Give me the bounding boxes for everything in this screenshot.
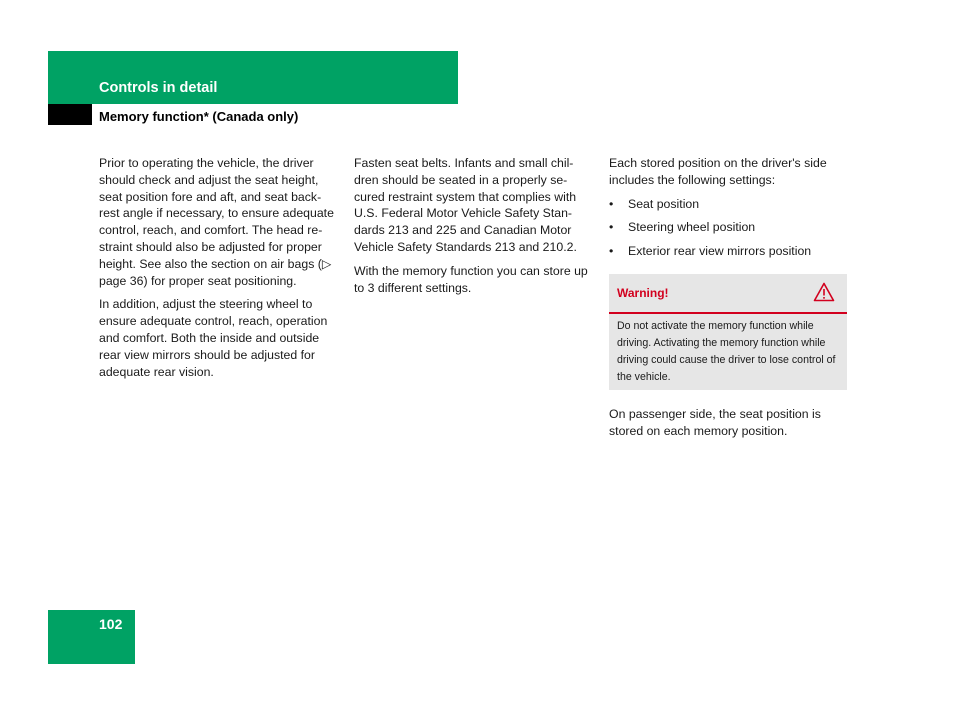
warning-text: Do not activate the memory function while driving. Activating the memory function while driving could cause the driver to lose control of the vehicle. (617, 320, 836, 383)
list-item (609, 196, 847, 213)
warning-box (609, 274, 847, 390)
paragraph: With the memory function you can store up to 3 different settings. (354, 263, 588, 295)
list-item (609, 243, 847, 260)
paragraph: Prior to operating the vehicle, the driver should check and adjust the seat height, seat position fore and aft, and seat back-rest angle if necessary, to ensure adequate control, reach, and comfort. The head re-straint should also be adjusted for proper height. See also the section on air bags (▷ page 36) for proper seat positioning. (99, 156, 334, 288)
paragraph: On passenger side, the seat position is stored on each memory position. (609, 407, 821, 438)
section-marker (48, 104, 92, 125)
column-3 (609, 155, 847, 267)
paragraph: Fasten seat belts. Infants and small chil-dren should be seated in a properly se-cured restraint system that complies with U.S. Federal Motor Vehicle Safety Stan-dards 213 and 225 and Canadian Motor Vehicle Safety Standards 213 and 210.2. (354, 156, 577, 254)
paragraph: Each stored position on the driver's side includes the following settings: (609, 156, 827, 187)
list-item-label: Exterior rear view mirrors position (628, 244, 812, 259)
header-band (48, 51, 458, 104)
warning-triangle-icon (813, 282, 835, 302)
bullet: • (609, 244, 614, 259)
bullet: • (609, 220, 614, 235)
bullet: • (609, 196, 614, 211)
column-2 (354, 155, 594, 303)
page-number: 102 (99, 616, 123, 632)
section-title: Controls in detail (99, 80, 218, 96)
list-item-label: Seat position (628, 196, 700, 211)
list-item-label: Steering wheel position (628, 220, 756, 235)
settings-list (609, 196, 847, 260)
warning-header (609, 274, 847, 314)
list-item (609, 219, 847, 236)
column-1 (99, 155, 339, 387)
paragraph: In addition, adjust the steering wheel to ensure adequate control, reach, operation and comfort. Both the inside and outside rear view mirrors should be adjusted for adequate rear vision. (99, 297, 328, 379)
subsection-title: Memory function* (Canada only) (99, 109, 299, 124)
warning-label: Warning! (617, 286, 669, 300)
